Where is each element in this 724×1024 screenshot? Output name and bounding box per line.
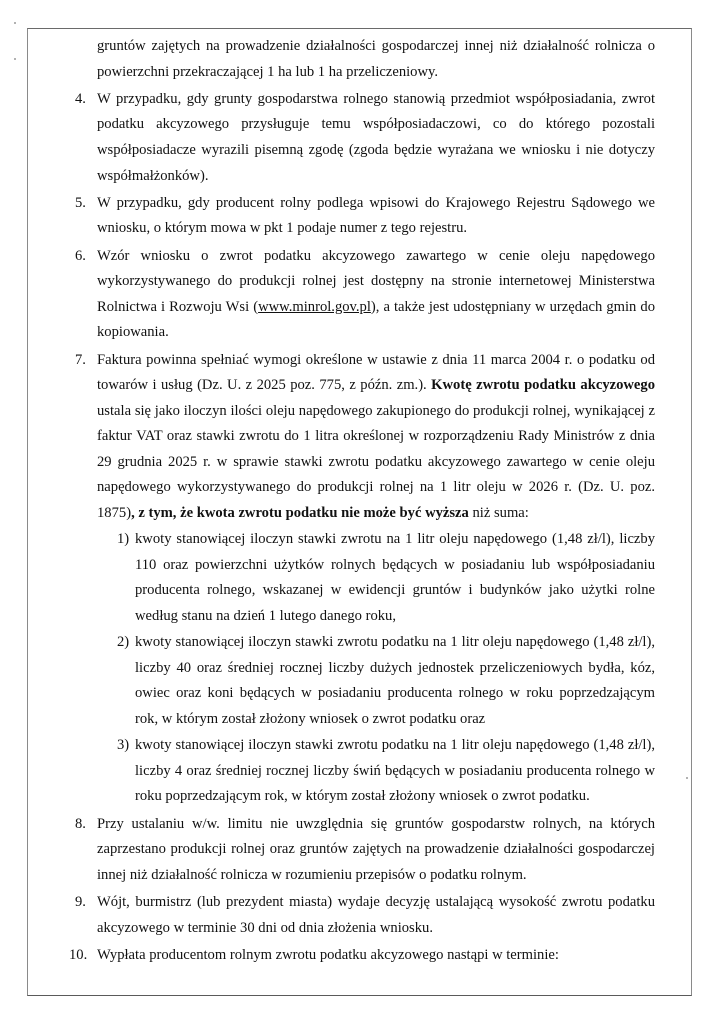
list-item-10	[69, 943, 655, 969]
item-text: W przypadku, gdy producent rolny podlega wpisowi do Krajowego Rejestru Sądowego we wniosku, o którym mowa w pkt 1 podaje numer z tego rejestru.	[97, 194, 655, 237]
item-text-part1: Faktura powinna spełniać wymogi określone w ustawie z dnia 11 marca 2004 r. o podatku od towarów i usług (Dz. U. z 2025 poz. 775, z późn. zm.).	[97, 351, 655, 394]
list-item-7	[75, 348, 655, 527]
item-text: W przypadku, gdy grunty gospodarstwa rolnego stanowią przedmiot współposiadania, zwrot podatku akcyzowego przysługuje temu współposiadaczowi, co do którego pozostali współposiadacze wyrazili pisemną zgodę (zgoda będzie wyrażana we wniosku i nie dotyczy współmałżonków).	[97, 90, 655, 184]
list-item-5	[75, 191, 655, 242]
item-text-part3: niż suma:	[468, 505, 529, 522]
item-text-after-link: ), a także jest udostępniany w urzędach gmin do kopiowania.	[97, 298, 656, 341]
limit-sublist	[75, 527, 655, 810]
item-number: 8.	[75, 815, 86, 832]
item-text-before-link: Wzór wniosku o zwrot podatku akcyzowego zawartego w cenie oleju napędowego wykorzystywanego do produkcji rolnej jest dostępny na stronie internetowej Ministerstwa Rolnictwa i Rozwoju Wsi (	[97, 247, 655, 315]
continuation-paragraph: gruntów zajętych na prowadzenie działalności gospodarczej innej niż działalność rolnicza o powierzchni przekraczającej 1 ha lub 1 ha przeliczeniowy.	[97, 38, 655, 80]
item-text: Przy ustalaniu w/w. limitu nie uwzględnia się gruntów gospodarstw rolnych, na których zaprzestano produkcji rolnej oraz gruntów zajętych na prowadzenie działalności gospodarczej innej niż działalność rolnicza w rozumieniu przepisów o podatku rolnym.	[97, 815, 655, 883]
item-number: 4.	[75, 90, 86, 107]
subitem-number: 1)	[117, 531, 130, 548]
item-number: 7.	[75, 351, 86, 368]
item-number: 6.	[75, 247, 86, 264]
sublist-item-1	[75, 527, 655, 629]
subitem-number: 3)	[117, 737, 130, 754]
list-item-9	[75, 890, 655, 941]
sublist-item-2	[75, 630, 655, 732]
list-item-6	[75, 244, 655, 346]
subitem-number: 2)	[117, 634, 130, 651]
ministry-website-link[interactable]: www.minrol.gov.pl	[258, 298, 371, 315]
scan-speck	[686, 777, 688, 779]
item-number: 5.	[75, 194, 86, 211]
item-text	[97, 248, 655, 341]
list-item-8	[75, 812, 655, 889]
subitem-text: kwoty stanowiącej iloczyn stawki zwrotu podatku na 1 litr oleju napędowego (1,48 zł/l), liczby 4 oraz średniej rocznej liczby świń będących w posiadaniu producenta rolnego w roku poprzedzającym rok, w którym został złożony wniosek o zwrot podatku.	[135, 737, 655, 805]
document-body	[69, 34, 656, 968]
item-number: 9.	[75, 893, 86, 910]
subitem-text: kwoty stanowiącej iloczyn stawki zwrotu podatku na 1 litr oleju napędowego (1,48 zł/l), liczby 40 oraz średniej rocznej liczby dużych jednostek przeliczeniowych bydła, kóz, owiec oraz koni będących w posiadaniu producenta rolnego w roku poprzedzającym rok, w którym został złożony wniosek o zwrot podatku oraz	[135, 634, 655, 727]
bold-refund-amount-phrase: Kwotę zwrotu podatku akcyzowego	[431, 377, 655, 394]
item-text	[97, 352, 655, 522]
scan-speck	[14, 22, 16, 24]
list-item-4	[75, 87, 655, 189]
item-number: 10.	[69, 946, 88, 963]
item-text: Wypłata producentom rolnym zwrotu podatku akcyzowego nastąpi w terminie:	[97, 946, 559, 963]
item-text-part2: ustala się jako iloczyn ilości oleju napędowego zakupionego do produkcji rolnej, wynikającej z faktur VAT oraz stawki zwrotu do 1 litra określonej w rozporządzeniu Rady Ministrów z dnia 29 grudnia 2025 r. w sprawie stawki zwrotu podatku akcyzowego zawartego w cenie oleju napędowego wykorzystywanego do produkcji rolnej na 1 litr oleju w 2026 r. (Dz. U. poz. 1875)	[97, 402, 655, 522]
sublist-item-3	[75, 733, 655, 810]
item-text: Wójt, burmistrz (lub prezydent miasta) wydaje decyzję ustalającą wysokość zwrotu podatku akcyzowego w terminie 30 dni od dnia złożenia wniosku.	[97, 893, 655, 936]
scan-speck	[14, 58, 16, 60]
bold-limit-phrase: , z tym, że kwota zwrotu podatku nie może być wyższa	[131, 505, 469, 522]
subitem-text: kwoty stanowiącej iloczyn stawki zwrotu na 1 litr oleju napędowego (1,48 zł/l), liczby 110 oraz powierzchni użytków rolnych będących w posiadaniu lub współposiadaniu producenta rolnego, wskazanej w ewidencji gruntów i budynków jako użytki rolne według stanu na dzień 1 lutego danego roku,	[135, 531, 655, 625]
